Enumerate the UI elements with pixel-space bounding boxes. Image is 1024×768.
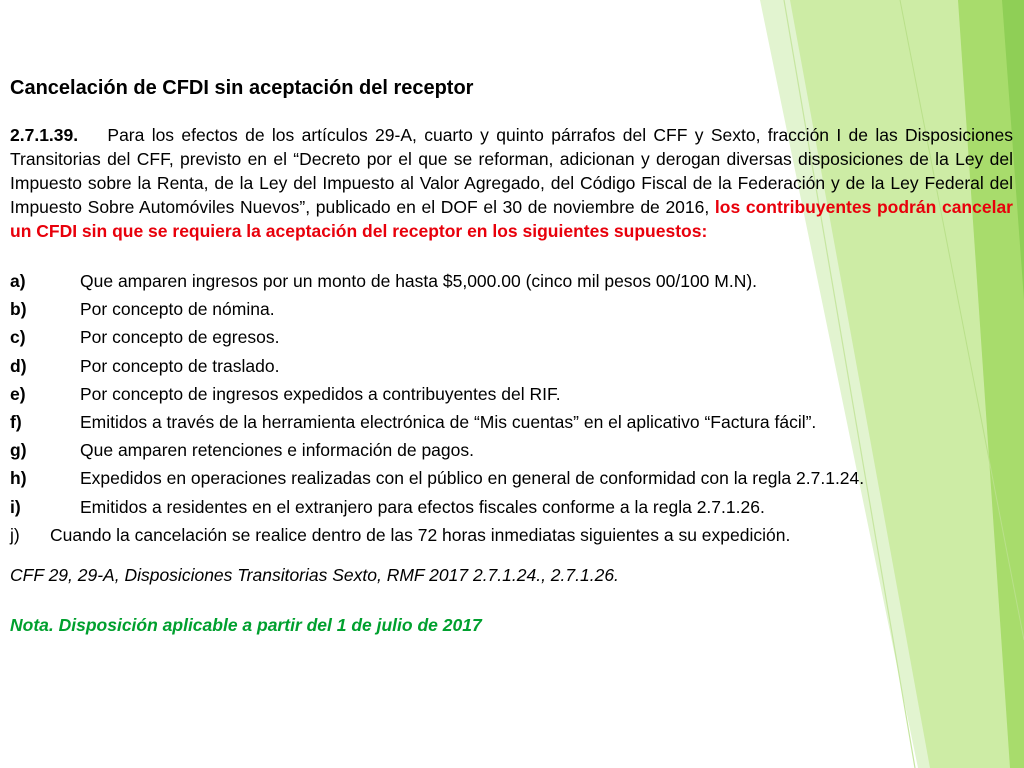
- item-text: Emitidos a residentes en el extranjero para efectos fiscales conforme a la regla 2.7.1.26.: [80, 496, 765, 517]
- item-label: i): [10, 496, 21, 517]
- item-text: Por concepto de traslado.: [80, 355, 280, 376]
- slide-title: Cancelación de CFDI sin aceptación del receptor: [10, 77, 474, 99]
- rule-body: Para los efectos de los artículos 29-A, cuarto y quinto párrafos del CFF y Sexto, fracción I de las Disposiciones Transitorias del CFF, previsto en el “Decreto por el que se reforman, adicionan y derogan diversas disposiciones de la Ley del Impuesto sobre la Renta, de la Ley del Impuesto al Valor Agregado, del Código Fiscal de la Federación y de la Ley Federal del Impuesto Sobre Automóviles Nuevos”, publicado en el DOF el 30 de noviembre de 2016,: [10, 125, 1013, 217]
- list-item: [10, 295, 1013, 323]
- item-label: e): [10, 383, 26, 404]
- item-text: Expedidos en operaciones realizadas con el público en general de conformidad con la regla 2.7.1.24.: [80, 468, 865, 489]
- applicability-note: Nota. Disposición aplicable a partir del 1 de julio de 2017: [10, 615, 482, 636]
- item-text: Por concepto de ingresos expedidos a contribuyentes del RIF.: [80, 383, 561, 404]
- item-label: j): [10, 524, 20, 545]
- item-text: Emitidos a través de la herramienta electrónica de “Mis cuentas” en el aplicativo “Factura fácil”.: [80, 412, 817, 433]
- item-text: Por concepto de egresos.: [80, 327, 280, 348]
- item-label: g): [10, 440, 27, 461]
- rule-number: 2.7.1.39.: [10, 125, 79, 145]
- legal-citation: CFF 29, 29-A, Disposiciones Transitorias Sexto, RMF 2017 2.7.1.24., 2.7.1.26.: [10, 565, 619, 586]
- item-label: a): [10, 271, 26, 291]
- item-text: Por concepto de nómina.: [80, 299, 275, 320]
- item-label: b): [10, 299, 27, 320]
- list-item: [10, 323, 1013, 351]
- item-text: Cuando la cancelación se realice dentro de las 72 horas inmediatas siguientes a su expedición.: [50, 524, 791, 545]
- list-item: [10, 352, 1013, 380]
- list-item: [10, 436, 1013, 464]
- item-text: Que amparen ingresos por un monto de hasta $5,000.00 (cinco mil pesos 00/100 M.N).: [80, 271, 758, 291]
- list-item: [10, 380, 1013, 408]
- item-label: h): [10, 468, 27, 489]
- list-item: [10, 267, 1013, 295]
- list-item: [10, 521, 1013, 549]
- list-item: [10, 493, 1013, 521]
- item-label: c): [10, 327, 26, 348]
- assumptions-list: [10, 267, 1013, 549]
- item-label: d): [10, 355, 27, 376]
- item-text: Que amparen retenciones e información de pagos.: [80, 440, 474, 461]
- rule-paragraph: [10, 123, 1013, 243]
- list-item: [10, 408, 1013, 436]
- slide-content: [10, 76, 1013, 637]
- list-item: [10, 464, 1013, 492]
- rule-highlight: los contribuyentes podrán cancelar un CFDI sin que se requiera la aceptación del receptor en los siguientes supuestos:: [10, 197, 1013, 241]
- item-label: f): [10, 412, 22, 433]
